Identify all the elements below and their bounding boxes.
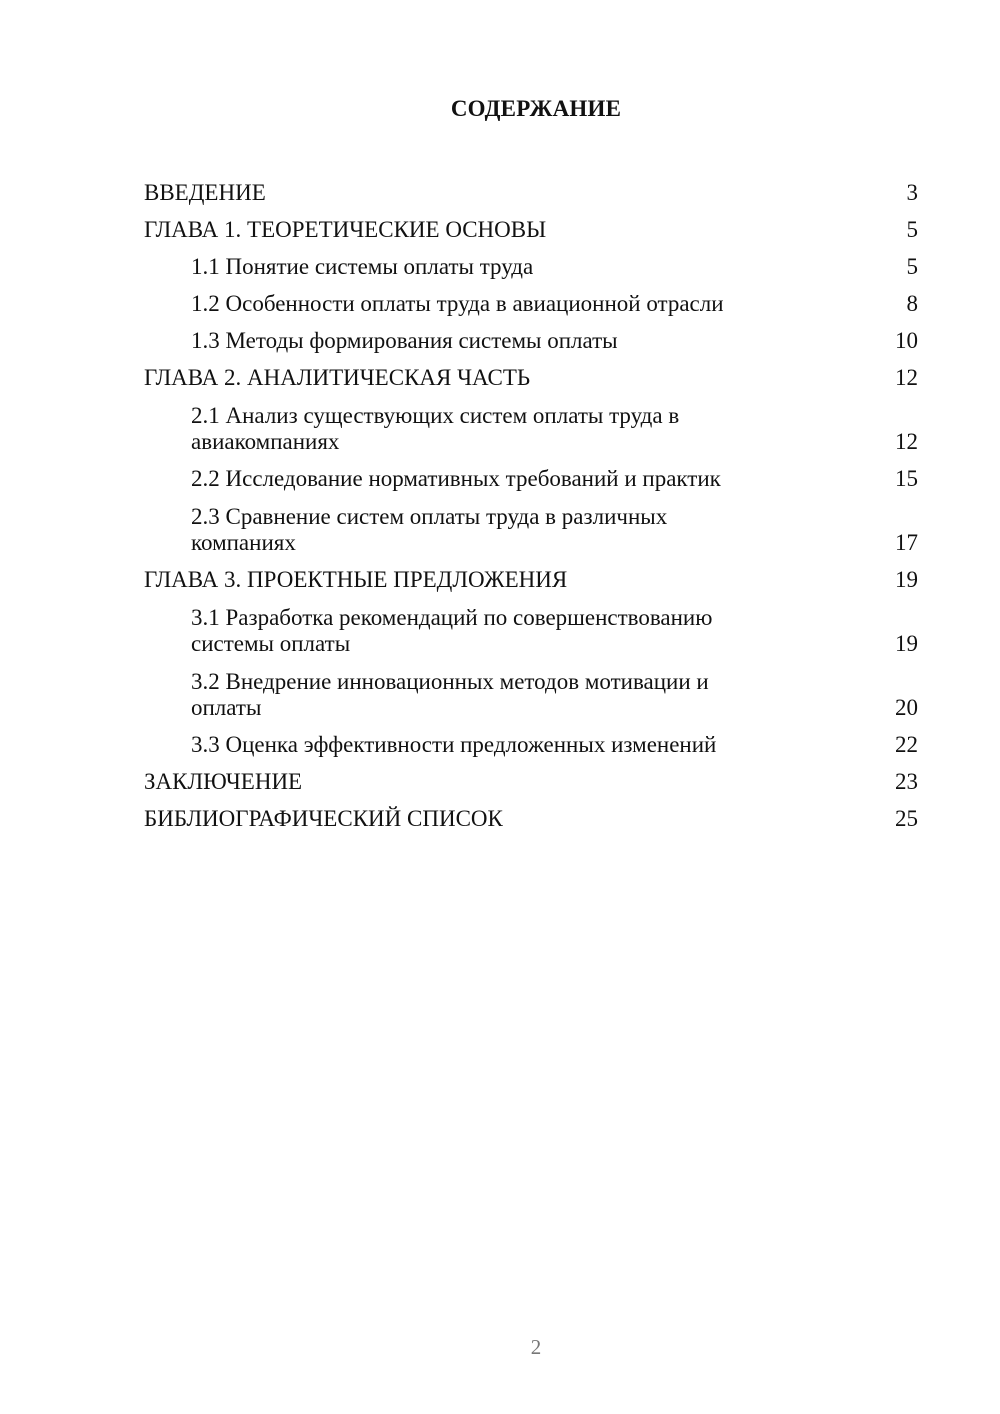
toc-entry-conclusion[interactable] (144, 758, 918, 795)
toc-entry-page: 3 (906, 180, 918, 205)
toc-entry-label: 2.3 Сравнение систем оплаты труда в различных компаниях (191, 504, 668, 555)
toc-entry-label: ГЛАВА 3. ПРОЕКТНЫЕ ПРЕДЛОЖЕНИЯ (144, 567, 568, 592)
toc-entry-section-1-1[interactable] (144, 243, 918, 280)
toc-entry-chapter-3[interactable] (144, 556, 918, 593)
toc-entry-label: 1.2 Особенности оплаты труда в авиационной отрасли (191, 291, 724, 316)
toc-entry-label: ЗАКЛЮЧЕНИЕ (144, 769, 303, 794)
toc-entry-section-1-3[interactable] (144, 317, 918, 354)
toc-entry-page: 8 (906, 291, 918, 316)
toc-entry-label: 2.2 Исследование нормативных требований и практик (191, 466, 721, 491)
toc-entry-section-3-1[interactable] (144, 593, 918, 657)
toc-entry-label: ГЛАВА 2. АНАЛИТИЧЕСКАЯ ЧАСТЬ (144, 365, 531, 390)
toc-entry-label: 1.3 Методы формирования системы оплаты (191, 328, 618, 353)
toc-entry-section-3-3[interactable] (144, 721, 918, 758)
toc-entry-label: 1.1 Понятие системы оплаты труда (191, 254, 534, 279)
toc-entry-section-1-2[interactable] (144, 280, 918, 317)
toc-entry-page: 10 (895, 328, 918, 353)
toc-entry-page: 19 (895, 631, 918, 656)
toc-entry-label: 3.1 Разработка рекомендаций по совершенствованию системы оплаты (191, 605, 713, 656)
toc-entry-page: 25 (895, 806, 918, 831)
toc-entry-page: 19 (895, 567, 918, 592)
toc-entry-page: 12 (895, 365, 918, 390)
toc-entry-section-3-2[interactable] (144, 657, 918, 721)
toc-entry-label: 2.1 Анализ существующих систем оплаты труда в авиакомпаниях (191, 403, 680, 454)
toc-entry-section-2-3[interactable] (144, 492, 918, 556)
toc-entry-label: 3.2 Внедрение инновационных методов мотивации и оплаты (191, 669, 709, 720)
toc-entry-label: ВВЕДЕНИЕ (144, 180, 266, 205)
toc-entry-bibliography[interactable] (144, 795, 918, 832)
toc-entry-section-2-2[interactable] (144, 455, 918, 492)
toc-entry-introduction[interactable] (144, 169, 918, 206)
toc-entry-page: 5 (906, 217, 918, 242)
page-number: 2 (530, 1335, 542, 1359)
toc-entry-page: 15 (895, 466, 918, 491)
toc-entry-page: 20 (895, 695, 918, 720)
page-title: СОДЕРЖАНИЕ (450, 96, 622, 121)
toc-entry-page: 5 (906, 254, 918, 279)
toc-entry-page: 22 (895, 732, 918, 757)
toc-entry-label: БИБЛИОГРАФИЧЕСКИЙ СПИСОК (144, 806, 503, 831)
toc-entry-section-2-1[interactable] (144, 391, 918, 455)
toc-entry-chapter-1[interactable] (144, 206, 918, 243)
toc-entry-page: 12 (895, 429, 918, 454)
toc-entry-chapter-2[interactable] (144, 354, 918, 391)
toc-entry-page: 23 (895, 769, 918, 794)
toc-entry-label: ГЛАВА 1. ТЕОРЕТИЧЕСКИЕ ОСНОВЫ (144, 217, 547, 242)
table-of-contents (144, 169, 918, 832)
toc-entry-page: 17 (895, 530, 918, 555)
toc-entry-label: 3.3 Оценка эффективности предложенных изменений (191, 732, 717, 757)
